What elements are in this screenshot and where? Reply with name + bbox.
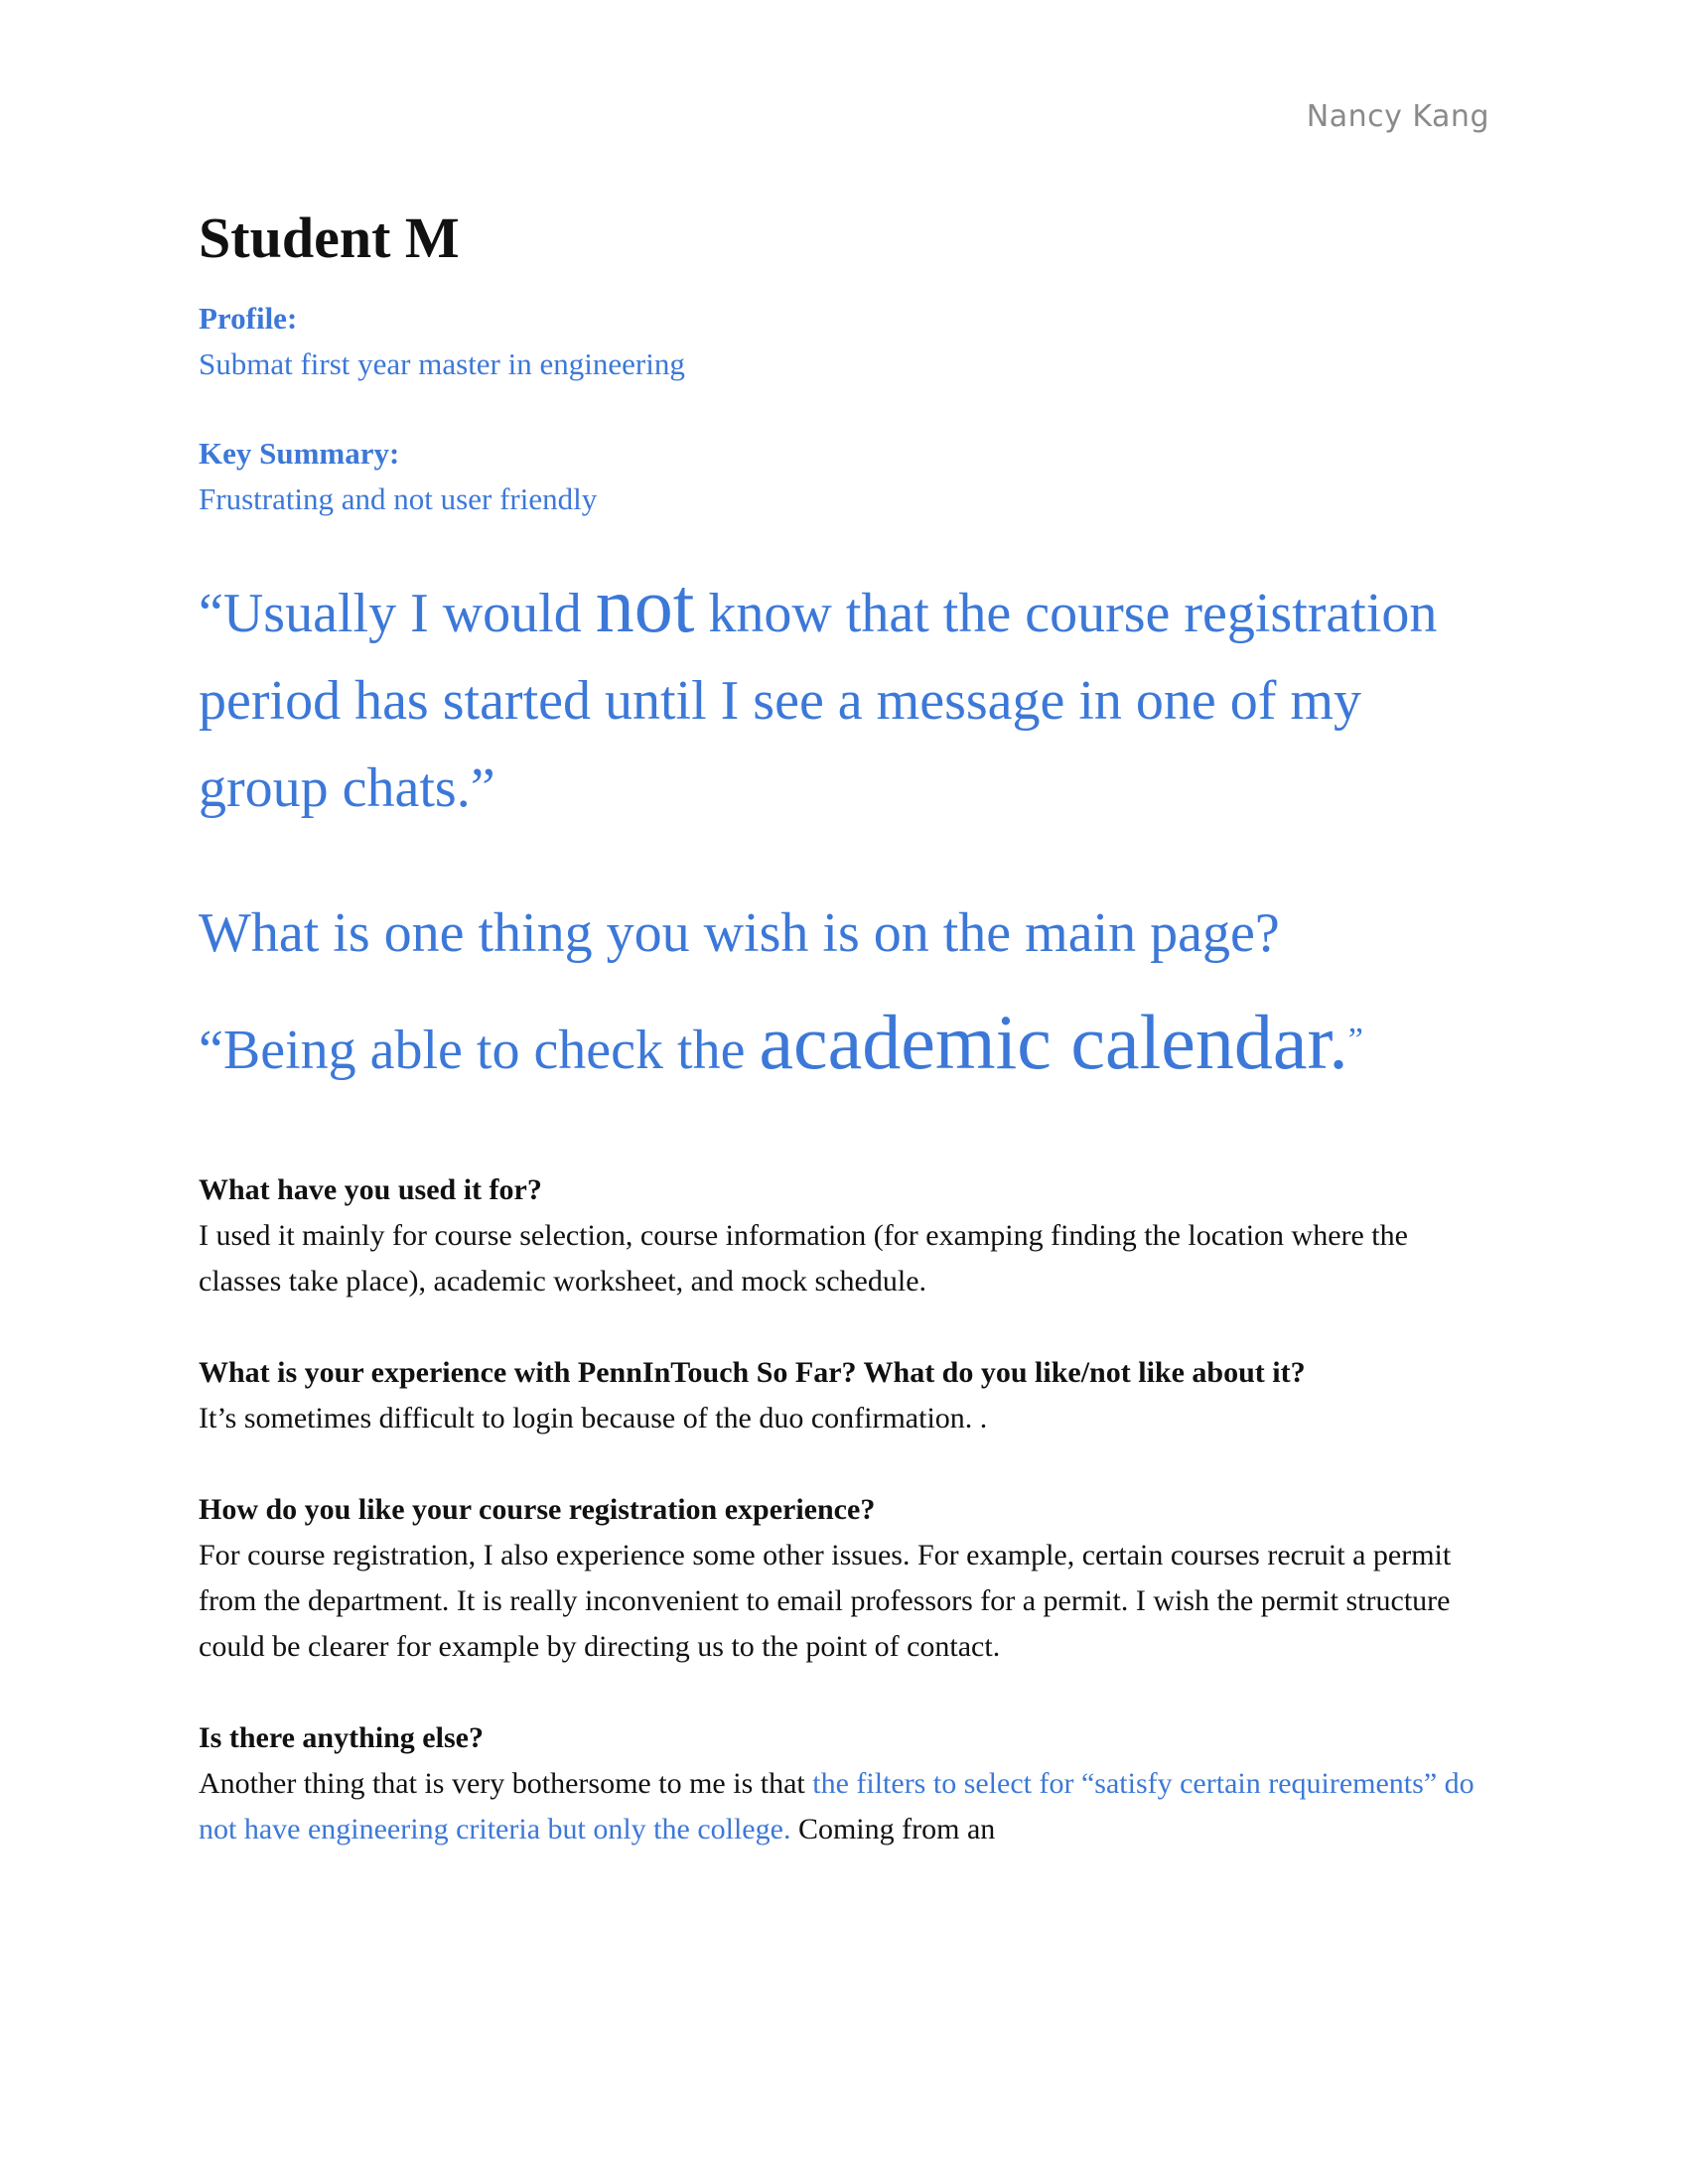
qa-answer: For course registration, I also experience some other issues. For example, certain courses recruit a permit from the department. It is really inconvenient to email professors for a permit. I wish the permit structure could be clearer for example by directing us to the point of contact.	[199, 1539, 1452, 1663]
quote2-emphasis: academic calendar.	[759, 999, 1348, 1085]
qa-answer-before: Another thing that is very bothersome to me is that	[199, 1767, 813, 1800]
page-title: Student M	[199, 205, 460, 270]
qa-item	[199, 1715, 1489, 1852]
qa-answer: It’s sometimes difficult to login because of the duo confirmation. .	[199, 1402, 988, 1434]
quote1-emphasis: not	[595, 562, 695, 648]
quote1-before: “Usually I would	[199, 583, 596, 644]
pull-quote-calendar	[199, 983, 1489, 1108]
key-summary-value: Frustrating and not user friendly	[199, 481, 598, 516]
qa-answer-after: Coming from an	[790, 1813, 996, 1845]
quote2-closing: ”	[1347, 1022, 1363, 1058]
qa-answer	[199, 1761, 1489, 1852]
key-summary-label: Key Summary:	[199, 436, 400, 471]
qa-answer-highlight: the filters to select for “satisfy certain requirements” do not have engineering criteria but only the college.	[199, 1767, 1475, 1845]
quote1-after: know that the course registration period has started until I see a message in one of my group chats.”	[199, 583, 1438, 819]
profile-label: Profile:	[199, 301, 298, 336]
qa-question: Is there anything else?	[199, 1721, 484, 1754]
key-summary-section	[199, 431, 1489, 522]
qa-item	[199, 1487, 1489, 1670]
qa-answer: I used it mainly for course selection, course information (for examping finding the location where the classes take place), academic worksheet, and mock schedule.	[199, 1219, 1408, 1297]
author-name: Nancy Kang	[1306, 99, 1489, 134]
qa-question: What is your experience with PennInTouch So Far? What do you like/not like about it?	[199, 1356, 1306, 1389]
quote2-before: “Being able to check the	[199, 1020, 760, 1081]
qa-item	[199, 1167, 1489, 1304]
qa-question: What have you used it for?	[199, 1173, 542, 1206]
qa-item	[199, 1350, 1489, 1441]
main-page-question: What is one thing you wish is on the main page?	[199, 902, 1280, 964]
profile-section	[199, 296, 1489, 387]
profile-value: Submat first year master in engineering	[199, 346, 685, 381]
pull-quote-registration	[199, 562, 1489, 832]
document-content	[199, 199, 1489, 1852]
qa-question: How do you like your course registration experience?	[199, 1493, 876, 1526]
